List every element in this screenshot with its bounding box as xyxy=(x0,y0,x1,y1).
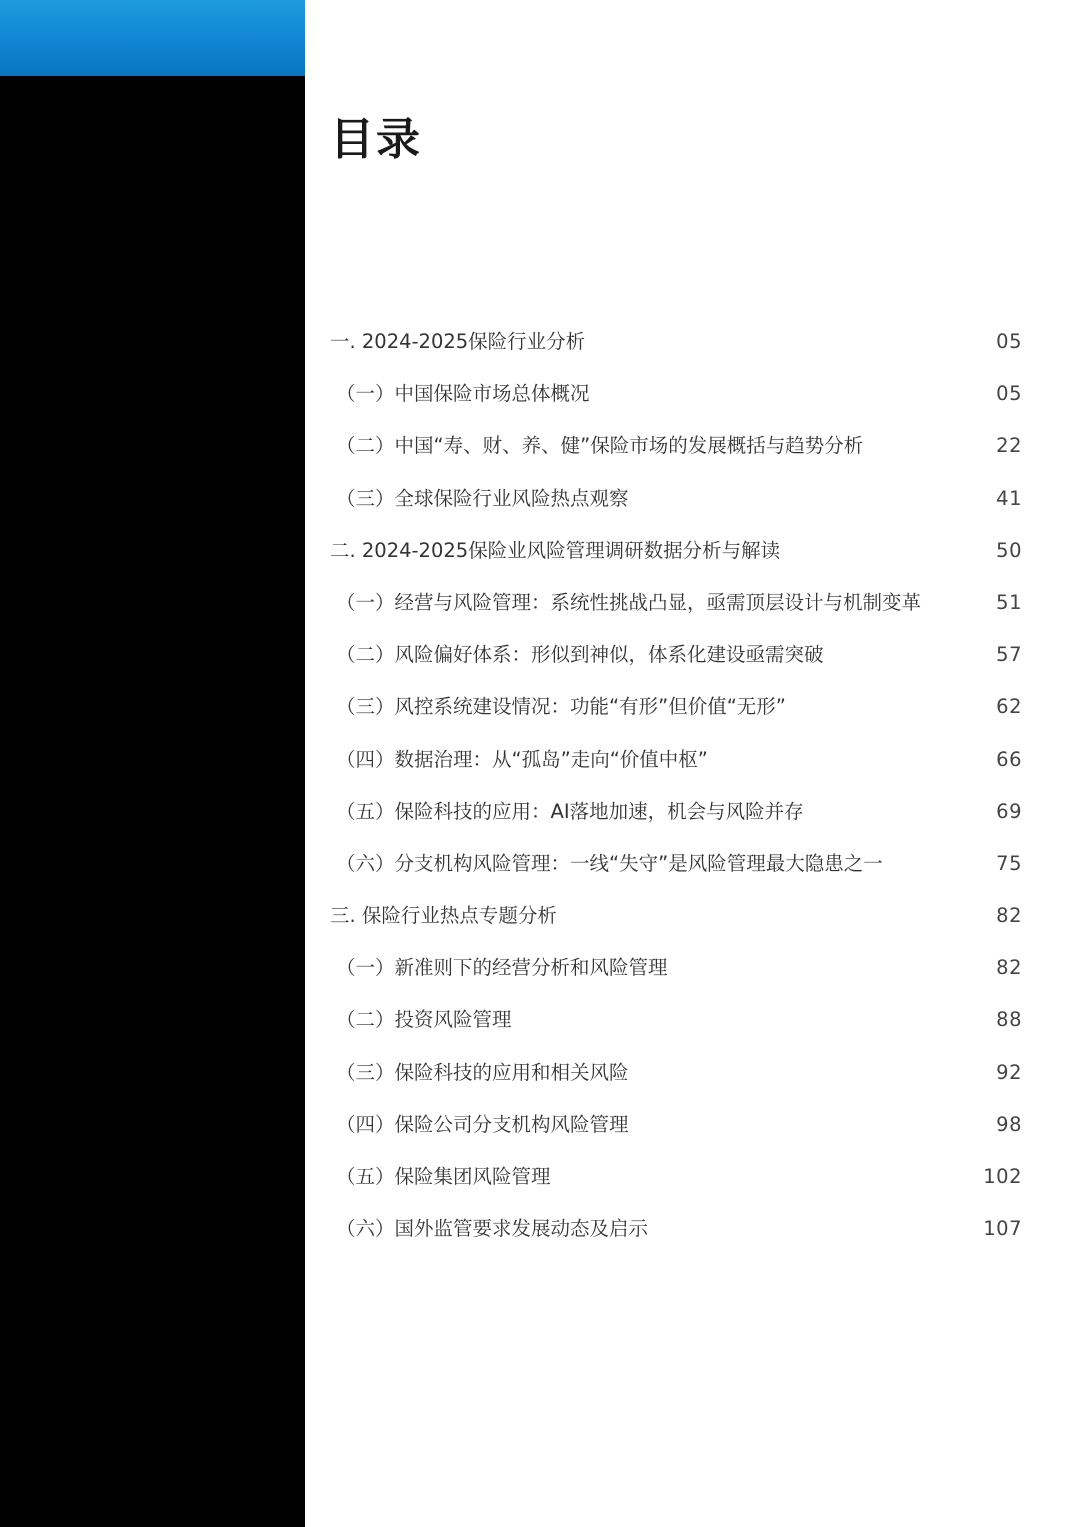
toc-label: （二）风险偏好体系：形似到神似，体系化建设亟需突破 xyxy=(336,643,824,667)
page-title: 目录 xyxy=(330,114,422,165)
toc-page-number: 41 xyxy=(996,486,1022,510)
toc-page-number: 75 xyxy=(996,851,1022,875)
toc-subsection[interactable] xyxy=(330,734,1022,786)
toc-subsection[interactable] xyxy=(330,786,1022,838)
toc-label: 一. 2024-2025保险行业分析 xyxy=(330,330,586,353)
toc-subsection[interactable] xyxy=(330,420,1022,472)
toc-subsection[interactable] xyxy=(330,1203,1022,1255)
toc-section-3[interactable] xyxy=(330,890,1022,942)
toc-subsection[interactable] xyxy=(330,681,1022,733)
toc-label: （五）保险集团风险管理 xyxy=(336,1165,551,1188)
toc-label: （四）保险公司分支机构风险管理 xyxy=(336,1112,629,1136)
toc-label: （四）数据治理：从“孤岛”走向“价值中枢” xyxy=(336,747,708,771)
toc-subsection[interactable] xyxy=(330,368,1022,420)
toc-label: （二）中国“寿、财、养、健”保险市场的发展概括与趋势分析 xyxy=(336,434,864,458)
toc-subsection[interactable] xyxy=(330,577,1022,629)
toc-label: （二）投资风险管理 xyxy=(336,1008,512,1032)
toc-page-number: 05 xyxy=(996,330,1022,353)
toc-label: （六）分支机构风险管理：一线“失守”是风险管理最大隐患之一 xyxy=(336,851,883,875)
toc-section-2[interactable] xyxy=(330,525,1022,577)
toc-page-number: 66 xyxy=(996,747,1022,771)
toc-label: （一）新准则下的经营分析和风险管理 xyxy=(336,956,668,980)
table-of-contents xyxy=(330,316,1022,1255)
toc-label: 三. 保险行业热点专题分析 xyxy=(330,904,557,928)
toc-page-number: 82 xyxy=(996,956,1022,980)
toc-label: 二. 2024-2025保险业风险管理调研数据分析与解读 xyxy=(330,538,781,562)
toc-label: （五）保险科技的应用：AI落地加速，机会与风险并存 xyxy=(336,799,804,823)
toc-page-number: 107 xyxy=(983,1217,1022,1241)
side-panel xyxy=(0,0,305,1527)
toc-subsection[interactable] xyxy=(330,473,1022,525)
toc-label: （三）全球保险行业风险热点观察 xyxy=(336,486,629,510)
toc-page-number: 69 xyxy=(996,799,1022,823)
toc-page-number: 82 xyxy=(996,904,1022,928)
toc-subsection[interactable] xyxy=(330,994,1022,1046)
toc-page-number: 22 xyxy=(996,434,1022,458)
toc-page-number: 98 xyxy=(996,1112,1022,1136)
side-accent-bar xyxy=(0,0,305,76)
toc-label: （三）保险科技的应用和相关风险 xyxy=(336,1060,629,1084)
toc-subsection[interactable] xyxy=(330,1099,1022,1151)
toc-page-number: 88 xyxy=(996,1008,1022,1032)
toc-page-number: 57 xyxy=(996,643,1022,667)
toc-page-number: 102 xyxy=(983,1165,1022,1188)
toc-subsection[interactable] xyxy=(330,629,1022,681)
toc-page-number: 92 xyxy=(996,1060,1022,1084)
toc-label: （一）中国保险市场总体概况 xyxy=(336,382,590,406)
toc-subsection[interactable] xyxy=(330,942,1022,994)
toc-label: （六）国外监管要求发展动态及启示 xyxy=(336,1217,649,1241)
toc-section-1[interactable] xyxy=(330,316,1022,368)
toc-label: （三）风控系统建设情况：功能“有形”但价值“无形” xyxy=(336,695,786,719)
toc-subsection[interactable] xyxy=(330,1151,1022,1203)
toc-label: （一）经营与风险管理：系统性挑战凸显，亟需顶层设计与机制变革 xyxy=(336,590,922,614)
toc-subsection[interactable] xyxy=(330,1047,1022,1099)
toc-page-number: 05 xyxy=(996,382,1022,406)
toc-page-number: 50 xyxy=(996,538,1022,562)
toc-page-number: 62 xyxy=(996,695,1022,719)
toc-page-number: 51 xyxy=(996,590,1022,614)
toc-subsection[interactable] xyxy=(330,838,1022,890)
